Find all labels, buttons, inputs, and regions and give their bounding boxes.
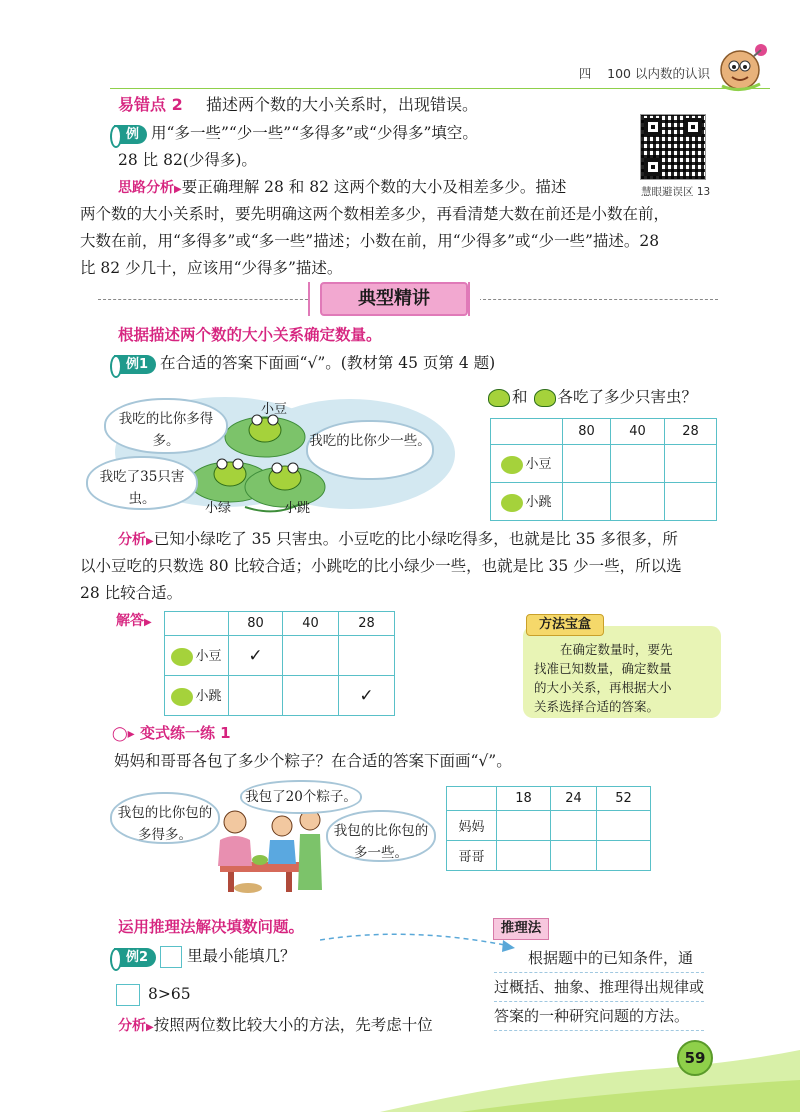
table-row-label: 小豆 xyxy=(165,636,229,676)
table-header: 52 xyxy=(597,787,651,811)
answer-cell[interactable] xyxy=(597,811,651,841)
table-row-label: 小跳 xyxy=(165,676,229,716)
analysis2-line-3: 28 比较合适。 xyxy=(80,584,183,602)
frog-icon xyxy=(171,688,193,706)
section2-heading: 根据描述两个数的大小关系确定数量。 xyxy=(118,326,382,344)
answer-cell[interactable] xyxy=(665,483,717,521)
table-row-label: 哥哥 xyxy=(447,841,497,871)
question-and: 和 xyxy=(512,388,528,406)
example-3-line xyxy=(114,943,296,969)
answer-cell[interactable] xyxy=(497,841,551,871)
header-rule xyxy=(110,88,770,89)
analysis-label: 分析 xyxy=(118,1018,146,1034)
section-banner: 典型精讲 xyxy=(320,282,468,316)
page-number: 59 xyxy=(677,1040,713,1076)
blank-box[interactable] xyxy=(116,984,140,1006)
frog-icon xyxy=(269,463,301,490)
answer-table xyxy=(164,611,395,716)
frog-name-xiaolv: 小绿 xyxy=(205,501,232,516)
speech-bubble: 我包了20个粽子。 xyxy=(240,780,362,814)
table-header: 40 xyxy=(283,612,339,636)
answer-cell[interactable] xyxy=(497,811,551,841)
frog-icon xyxy=(488,389,510,407)
speech-bubble: 我吃的比你少一些。 xyxy=(306,420,434,480)
qr-caption: 慧眼避误区 13 xyxy=(641,186,711,198)
chapter-number: 四 xyxy=(578,66,592,81)
table-header: 28 xyxy=(339,612,395,636)
blank-box[interactable] xyxy=(160,946,182,968)
check-mark: ✓ xyxy=(339,676,395,716)
answer-cell xyxy=(283,676,339,716)
running-header xyxy=(579,64,710,82)
speech-bubble: 我包的比你包的多得多。 xyxy=(110,792,220,844)
frog-name-xiaotiao: 小跳 xyxy=(284,501,311,516)
frog-icon xyxy=(534,389,556,407)
qr-finder xyxy=(644,158,662,176)
frog-name-xiaodou: 小豆 xyxy=(261,402,288,417)
analysis2-line-1: 分析▶已知小绿吃了 35 只害虫。小豆吃的比小绿吃得多，也就是比 35 多很多，所 xyxy=(118,530,678,548)
table-header: 24 xyxy=(551,787,597,811)
analysis-label: 思路分析 xyxy=(118,180,174,196)
answer-cell[interactable] xyxy=(551,811,597,841)
analysis-line-4: 比 82 少几十，应该用“少得多”描述。 xyxy=(80,259,343,277)
frog-icon xyxy=(501,456,523,474)
answer-cell xyxy=(229,676,283,716)
practice-icon: ◯▸ xyxy=(112,726,135,742)
table-corner xyxy=(447,787,497,811)
analysis-label: 分析 xyxy=(118,532,146,548)
analysis-line-2: 两个数的大小关系时，要先明确这两个数相差多少，再看清楚大数在前还是小数在前， xyxy=(80,205,670,223)
table-header: 28 xyxy=(665,419,717,445)
example-1-line xyxy=(114,120,478,146)
table-header: 18 xyxy=(497,787,551,811)
check-mark: ✓ xyxy=(229,636,283,676)
example-text: 里最小能填几？ xyxy=(186,947,296,965)
example-text: 用“多一些”“少一些”“多得多”或“少得多”填空。 xyxy=(151,124,478,142)
answer-cell[interactable] xyxy=(551,841,597,871)
section3-heading: 运用推理法解决填数问题。 xyxy=(118,918,305,936)
analysis-line-3: 大数在前，用“多得多”或“多一些”描述；小数在前，用“少得多”或“少一些”描述。28 xyxy=(80,232,660,250)
example-2-line xyxy=(114,350,495,376)
practice-title: ◯▸ 变式练一练 1 xyxy=(112,724,231,742)
pitfall-description: 描述两个数的大小关系时，出现错误。 xyxy=(206,95,479,114)
speech-bubble: 我吃的比你多得多。 xyxy=(104,398,228,454)
practice-table xyxy=(446,786,651,871)
qr-finder xyxy=(644,118,662,136)
frog-icon xyxy=(214,459,246,486)
divider-right xyxy=(478,299,718,300)
inference-title: 推理法 xyxy=(493,918,549,940)
method-title: 方法宝盒 xyxy=(526,614,604,636)
frog-icon xyxy=(171,648,193,666)
example-text: 在合适的答案下面画“√”。(教材第 45 页第 4 题) xyxy=(160,354,496,372)
frog-question xyxy=(488,384,697,410)
answer-cell[interactable] xyxy=(563,483,611,521)
table-corner xyxy=(165,612,229,636)
table-header: 80 xyxy=(563,419,611,445)
analysis3-line: 分析▶按照两位数比较大小的方法，先考虑十位 xyxy=(118,1016,433,1034)
example-answer: 28 比 82(少得多)。 xyxy=(118,151,257,169)
qr-finder xyxy=(684,118,702,136)
analysis-line-1: 思路分析▶要正确理解 28 和 82 这两个数的大小及相差多少。描述 xyxy=(118,178,567,196)
table-row-label: 小豆 xyxy=(491,445,563,483)
analysis2-line-2: 以小豆吃的只数选 80 比较合适；小跳吃的比小绿少一些，也就是比 35 少一些，所以选 xyxy=(80,557,682,575)
answer-cell[interactable] xyxy=(665,445,717,483)
example-pill: 例1 xyxy=(114,355,156,374)
chapter-title: 100 以内数的认识 xyxy=(607,66,710,81)
method-text: 在确定数量时，要先 找准已知数量，确定数量 的大小关系，再根据大小 关系选择合适的答案。 xyxy=(534,642,673,714)
answer-cell xyxy=(339,636,395,676)
table-header: 40 xyxy=(611,419,665,445)
answer-cell[interactable] xyxy=(611,483,665,521)
frog-icon xyxy=(249,415,281,442)
table-row-label: 妈妈 xyxy=(447,811,497,841)
example-table xyxy=(490,418,717,521)
comparison-expression: 8>65 xyxy=(116,981,191,1007)
practice-question: 妈妈和哥哥各包了多少个粽子？在合适的答案下面画“√”。 xyxy=(114,752,512,770)
inference-text: 根据题中的已知条件，通 过概括、抽象、推理得出规律或 答案的一种研究问题的方法。 xyxy=(494,944,704,1031)
table-header: 80 xyxy=(229,612,283,636)
section1-title xyxy=(118,92,183,118)
table-corner xyxy=(491,419,563,445)
question-text: 各吃了多少只害虫？ xyxy=(557,388,698,406)
answer-cell[interactable] xyxy=(563,445,611,483)
table-row-label: 小跳 xyxy=(491,483,563,521)
dashed-connector xyxy=(320,928,520,958)
example-pill: 例2 xyxy=(114,948,156,967)
answer-cell[interactable] xyxy=(611,445,665,483)
pitfall-label: 易错点 2 xyxy=(118,95,183,114)
qr-code[interactable] xyxy=(640,114,706,180)
mascot-icon xyxy=(712,42,772,92)
divider-left xyxy=(98,299,313,300)
answer-cell[interactable] xyxy=(597,841,651,871)
speech-bubble: 我包的比你包的多一些。 xyxy=(326,810,436,862)
speech-bubble: 我吃了35只害虫。 xyxy=(86,456,198,510)
answer-cell xyxy=(283,636,339,676)
example-pill: 例 xyxy=(114,125,147,144)
footer-wave xyxy=(0,1030,800,1112)
answer-label: 解答▶ xyxy=(116,613,152,629)
frog-icon xyxy=(501,494,523,512)
analysis-text: 要正确理解 28 和 82 这两个数的大小及相差多少。描述 xyxy=(181,178,567,196)
